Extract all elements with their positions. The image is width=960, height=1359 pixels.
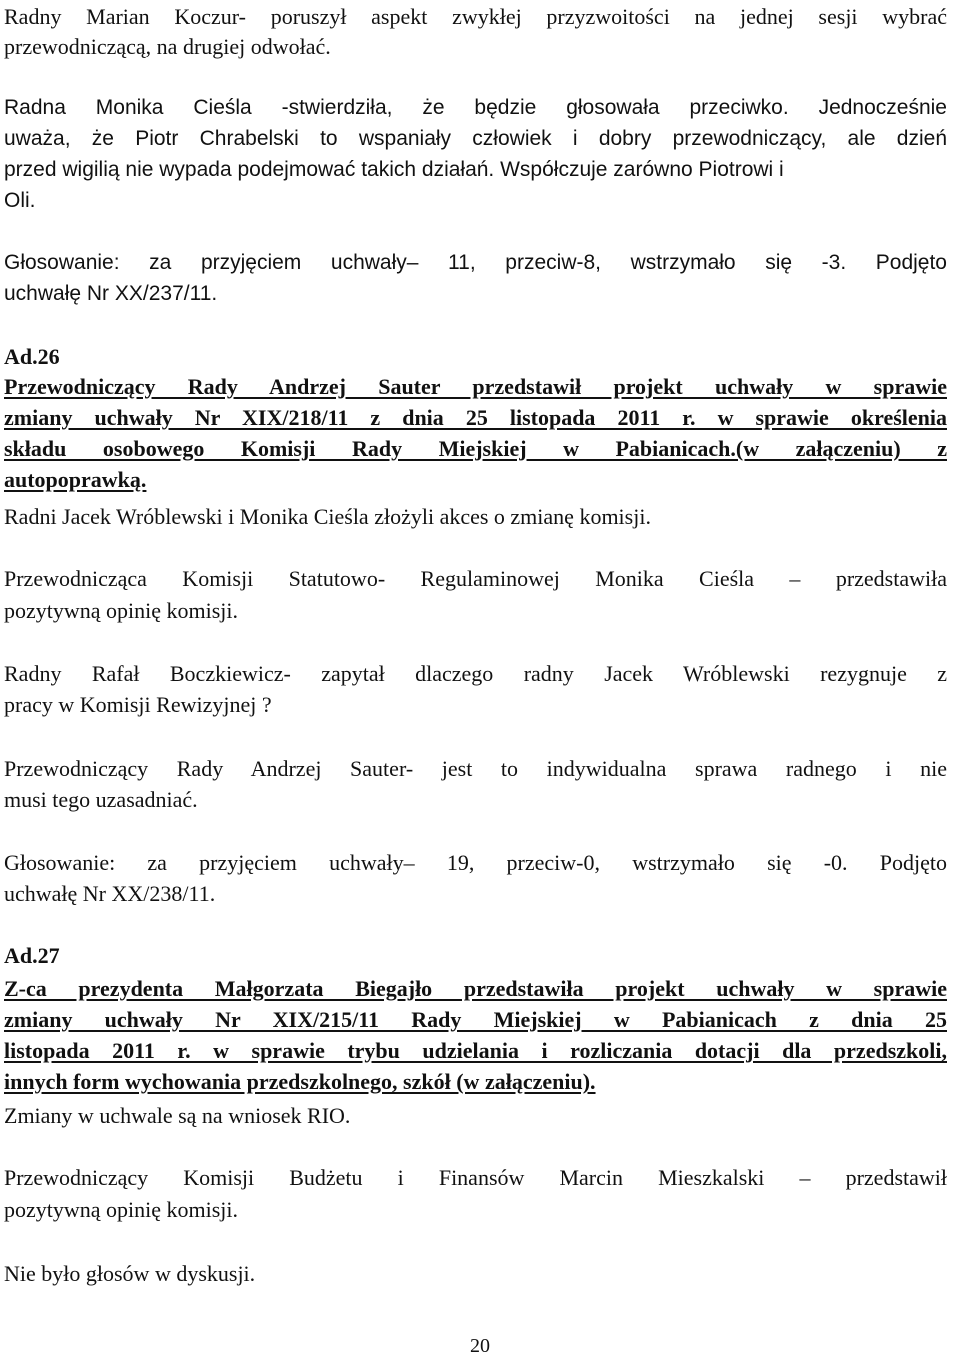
discussion-note: Nie było głosów w dyskusji. [4,1261,256,1286]
vote-result-2-line-2: uchwałę Nr XX/238/11. [4,881,216,906]
item-26-note: Radni Jacek Wróblewski i Monika Cieśla złożyli akces o zmianę komisji. [4,504,651,529]
page-number: 20 [470,1335,490,1357]
budget-committee-opinion-line-1: Przewodniczący Komisji Budżetu i Finansów Marcin Mieszkalski – przedstawił [4,1165,947,1190]
item-27-note: Zmiany w uchwale są na wniosek RIO. [4,1103,351,1128]
paragraph-ciesla-line-2: uważa, że Piotr Chrabelski to wspaniały człowiek i dobry przewodniczący, ale dzień [4,127,947,150]
paragraph-ciesla-line-3: przed wigilią nie wypada podejmować takich działań. Współczuje zarówno Piotrowi i [4,158,784,181]
item-26-title-line-2: zmiany uchwały Nr XIX/218/11 z dnia 25 listopada 2011 r. w sprawie określenia [4,405,947,430]
item-26-title-line-1: Przewodniczący Rady Andrzej Sauter przedstawił projekt uchwały w sprawie [4,374,947,399]
item-27-title-line-4: innych form wychowania przedszkolnego, szkół (w załączeniu). [4,1069,596,1094]
item-26-title-line-4: autopoprawką. [4,467,147,492]
item-26-title-line-3: składu osobowego Komisji Rady Miejskiej w Pabianicach.(w załączeniu) z [4,436,947,461]
vote-result-2-line-1: Głosowanie: za przyjęciem uchwały– 19, przeciw-0, wstrzymało się -0. Podjęto [4,850,947,875]
sauter-answer-line-1: Przewodniczący Rady Andrzej Sauter- jest to indywidualna sprawa radnego i nie [4,756,947,781]
sauter-answer-line-2: musi tego uzasadniać. [4,787,198,812]
item-27-title-line-3: listopada 2011 r. w sprawie trybu udzielania i rozliczania dotacji dla przedszkoli, [4,1038,947,1063]
item-27-title-line-1: Z-ca prezydenta Małgorzata Biegajło przedstawiła projekt uchwały w sprawie [4,976,947,1001]
paragraph-koczur-line-2: przewodniczącą, na drugiej odwołać. [4,34,331,59]
paragraph-ciesla-line-1: Radna Monika Cieśla -stwierdziła, że będzie głosowała przeciwko. Jednocześnie [4,96,947,119]
budget-committee-opinion-line-2: pozytywną opinię komisji. [4,1197,239,1222]
boczkiewicz-question-line-1: Radny Rafał Boczkiewicz- zapytał dlaczego radny Jacek Wróblewski rezygnuje z [4,661,947,686]
paragraph-koczur-line-1: Radny Marian Koczur- poruszył aspekt zwykłej przyzwoitości na jednej sesji wybrać [4,4,947,29]
item-27-title-line-2: zmiany uchwały Nr XIX/215/11 Rady Miejskiej w Pabianicach z dnia 25 [4,1007,947,1032]
statutory-committee-opinion-line-1: Przewodnicząca Komisji Statutowo- Regulaminowej Monika Cieśla – przedstawiła [4,566,947,591]
paragraph-ciesla-line-4: Oli. [4,189,36,212]
vote-result-1-line-2: uchwałę Nr XX/237/11. [4,282,218,305]
statutory-committee-opinion-line-2: pozytywną opinię komisji. [4,598,239,623]
vote-result-1-line-1: Głosowanie: za przyjęciem uchwały– 11, przeciw-8, wstrzymało się -3. Podjęto [4,251,947,274]
agenda-item-26-heading: Ad.26 [4,344,60,369]
agenda-item-27-heading: Ad.27 [4,943,60,968]
boczkiewicz-question-line-2: pracy w Komisji Rewizyjnej ? [4,692,272,717]
